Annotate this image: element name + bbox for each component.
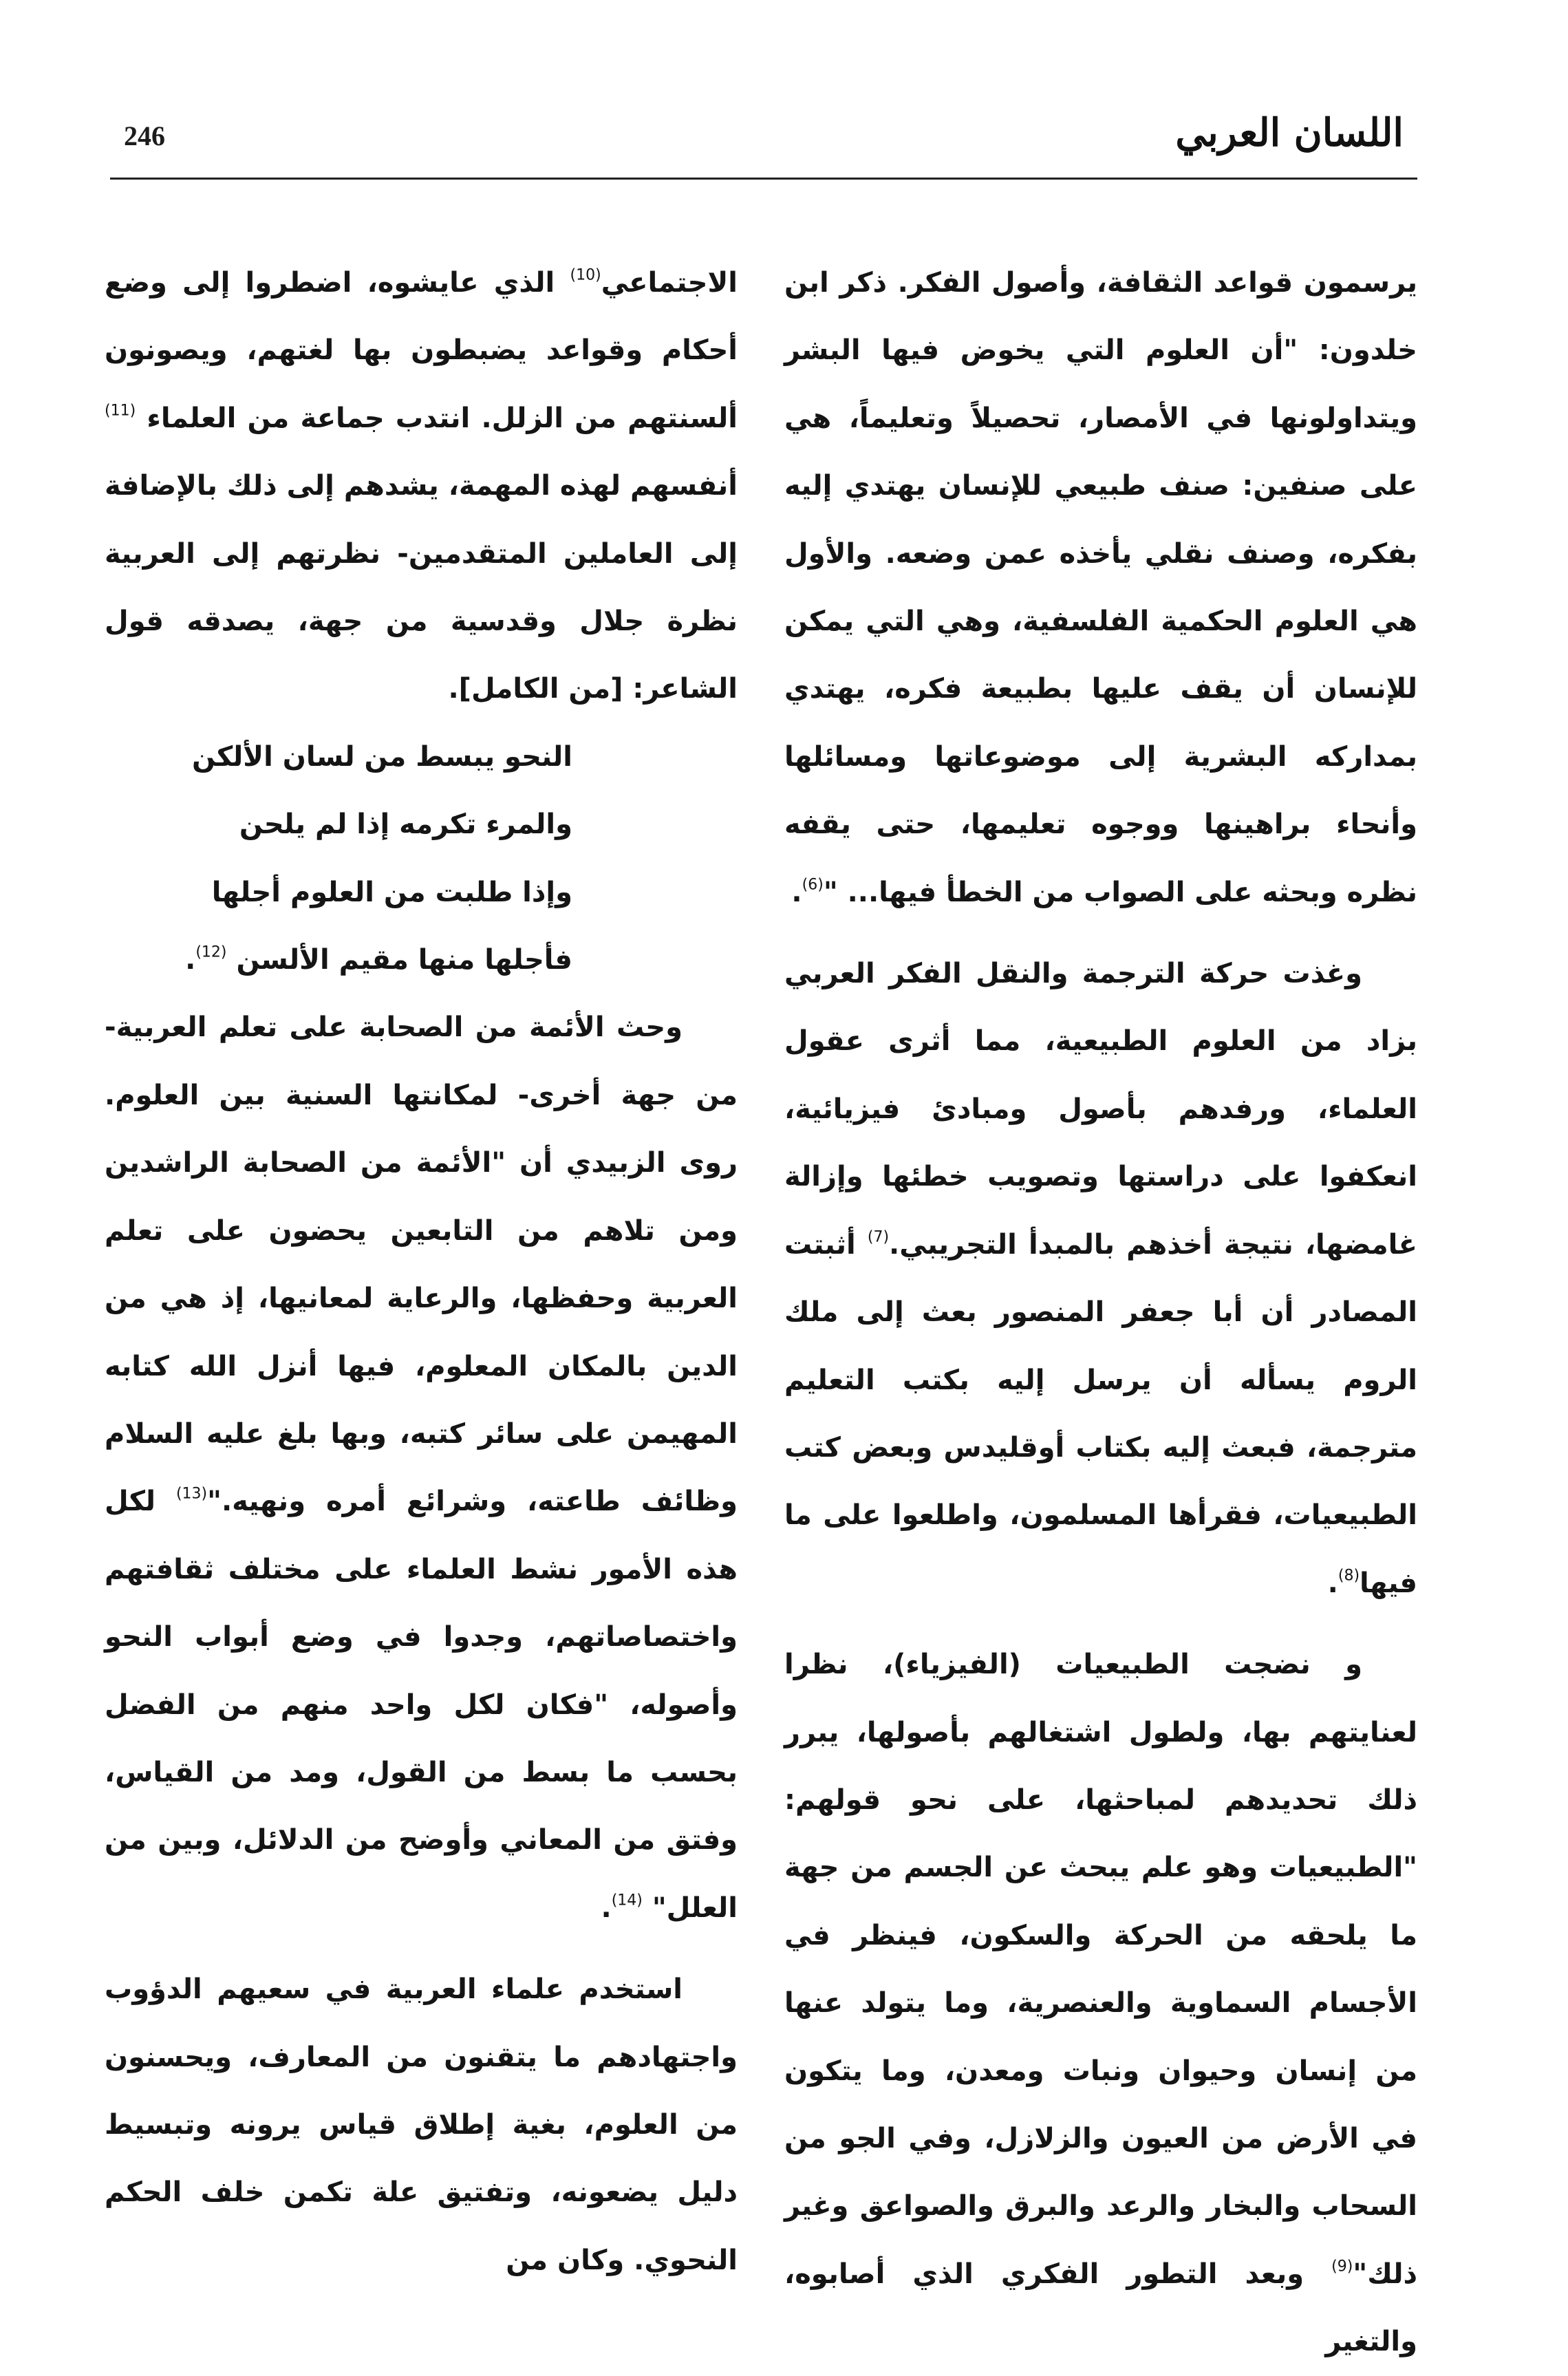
right-column — [784, 249, 1417, 2376]
left-column — [105, 249, 738, 2294]
paragraph: وغذت حركة الترجمة والنقل الفكر العربي بزاد من العلوم الطبيعية، مما أثرى عقول العلماء، ورفدهم بأصول ومبادئ فيزيائية، انعكفوا على دراستها وتصويب خطئها وإزالة غامضها، نتيجة أخذهم بالمبدأ التجريبي.$^{(7)}$ أثبتت المصادر أن أبا جعفر المنصور بعث إلى ملك الروم يسأله أن يرسل إليه بكتب التعليم مترجمة، فبعث إليه بكتاب أوقليدس وبعض كتب الطبيعيات، فقرأها المسلمون، واطلعوا على ما فيها$^{(8)}$. — [784, 958, 1417, 1599]
footnote-ref: (12) — [195, 943, 227, 961]
footnote-ref: (10) — [570, 266, 601, 284]
paragraph-text: وحث الأئمة من الصحابة على تعلم العربية- من جهة أخرى- لمكانتها السنية بين العلوم. روى الزبيدي أن "الأئمة من الصحابة الراشدين ومن تلاهم من التابعين يحضون على تعلم العربية وحفظها، والرعاية لمعانيها، إذ هي من الدين بالمكان المعلوم، فيها أنزل الله كتابه المهيمن على سائر كتبه، وبها بلغ عليه السلام وظائف طاعته، وشرائع أمره ونهيه." — [105, 1012, 738, 1518]
paragraph: يرسمون قواعد الثقافة، وأصول الفكر. ذكر ابن خلدون: "أن العلوم التي يخوض فيها البشر ويتداولونها في الأمصار، تحصيلاً وتعليماً، هي على صنفين: صنف طبيعي للإنسان يهتدي إليه بفكره، وصنف نقلي يأخذه عمن وضعه. والأول هي العلوم الحكمية الفلسفية، وهي التي يمكن للإنسان أن يقف عليها بطبيعة فكره، يهتدي بمداركه البشرية إلى موضوعاتها ومسائلها وأنحاء براهينها ووجوه تعليمها، حتى يقفه نظره وبحثه على الصواب من الخطأ فيها... "$^{(6)}$. — [784, 267, 1417, 908]
verse-line: وإذا طلبت من العلوم أجلها — [211, 876, 572, 908]
paragraph-text: استخدم علماء العربية في سعيهم الدؤوب واجتهادهم ما يتقنون من المعارف، ويحسنون من العلوم، بغية إطلاق قياس يرونه وتبسيط دليل يضعونه، وتفتيق علة تكمن خلف الحكم النحوي. وكان من — [105, 1973, 738, 2276]
footnote-ref: (9) — [1331, 2258, 1353, 2276]
verse-line: النحو يبسط من لسان الألكن — [192, 740, 572, 773]
paragraph-text: وغذت حركة الترجمة والنقل الفكر العربي بزاد من العلوم الطبيعية، مما أثرى عقول العلماء، ورفدهم بأصول ومبادئ فيزيائية، انعكفوا على دراستها وتصويب خطئها وإزالة غامضها، نتيجة أخذهم بالمبدأ التجريبي. — [784, 958, 1417, 1261]
paragraph-text: وبعد التطور الفكري الذي أصابوه، والتغير — [784, 2258, 1417, 2358]
header-rule — [110, 178, 1417, 180]
paragraph-text: الاجتماعي — [601, 267, 738, 299]
paragraph-text: يرسمون قواعد الثقافة، وأصول الفكر. ذكر ابن خلدون: "أن العلوم التي يخوض فيها البشر ويتداولونها في الأمصار، تحصيلاً وتعليماً، هي على صنفين: صنف طبيعي للإنسان يهتدي إليه بفكره، وصنف نقلي يأخذه عمن وضعه. والأول هي العلوم الحكمية الفلسفية، وهي التي يمكن للإنسان أن يقف عليها بطبيعة فكره، يهتدي بمداركه البشرية إلى موضوعاتها ومسائلها وأنحاء براهينها ووجوه تعليمها، حتى يقفه نظره وبحثه على الصواب من الخطأ فيها... " — [784, 267, 1417, 908]
footnote-ref: (6) — [802, 876, 824, 894]
footnote-ref: (14) — [611, 1892, 643, 1909]
verse-text: فأجلها منها مقيم الألسن — [236, 944, 572, 976]
journal-title: اللسان العربي — [1175, 110, 1404, 156]
paragraph: وحث الأئمة من الصحابة على تعلم العربية- من جهة أخرى- لمكانتها السنية بين العلوم. روى الزبيدي أن "الأئمة من الصحابة الراشدين ومن تلاهم من التابعين يحضون على تعلم العربية وحفظها، والرعاية لمعانيها، إذ هي من الدين بالمكان المعلوم، فيها أنزل الله كتابه المهيمن على سائر كتبه، وبها بلغ عليه السلام وظائف طاعته، وشرائع أمره ونهيه."$^{(13)}$ لكل هذه الأمور نشط العلماء على مختلف ثقافتهم واختصاصاتهم، وجدوا في وضع أبواب النحو وأصوله، "فكان لكل واحد منهم من الفضل بحسب ما بسط من القول، ومد من القياس، وفتق من المعاني وأوضح من الدلائل، وبين من العلل" $^{(14)}$. — [105, 1012, 738, 1924]
paragraph-text: لكل هذه الأمور نشط العلماء على مختلف ثقافتهم واختصاصاتهم، وجدوا في وضع أبواب النحو وأصوله، "فكان لكل واحد منهم من الفضل بحسب ما بسط من القول، ومد من القياس، وفتق من المعاني وأوضح من الدلائل، وبين من العلل" — [105, 1486, 738, 1924]
paragraph-text: أثبتت المصادر أن أبا جعفر المنصور بعث إلى ملك الروم يسأله أن يرسل إليه بكتب التعليم مترجمة، فبعث إليه بكتاب أوقليدس وبعض كتب الطبيعيات، فقرأها المسلمون، واطلعوا على ما فيها — [784, 1228, 1417, 1599]
paragraph — [784, 1631, 1417, 2375]
footnote-ref: (11) — [105, 402, 136, 420]
footnote-ref: (8) — [1338, 1567, 1360, 1585]
page-number: 246 — [124, 120, 165, 151]
verse-line: والمرء تكرمه إذا لم يلحن — [239, 809, 572, 841]
page-header — [110, 103, 1417, 186]
footnote-ref: (7) — [867, 1228, 890, 1246]
verse-line: فأجلها منها مقيم الألسن $^{(12)}$. — [185, 943, 572, 976]
paragraph-text: و نضجت الطبيعيات (الفيزياء)، نظرا لعنايتهم بها، ولطول اشتغالهم بأصولها، يبرر ذلك تحديدهم لمباحثها، على نحو قولهم: "الطبيعيات وهو علم يبحث عن الجسم من جهة ما يلحقه من الحركة والسكون، فينظر في الأجسام السماوية والعنصرية، وما يتولد عنها من إنسان وحيوان ونبات ومعدن، وما يتكون في الأرض من العيون والزلازل، وفي الجو من السحاب والبخار والرعد والبرق والصواعق وغير ذلك" — [784, 1649, 1417, 2290]
paragraph-text: أنفسهم لهذه المهمة، يشدهم إلى ذلك بالإضافة إلى العاملين المتقدمين- نظرتهم إلى العربية نظرة جلال وقدسية من جهة، يصدقه قول الشاعر: [من الكامل]. — [105, 470, 738, 705]
paragraph — [105, 1956, 738, 2294]
footnote-ref: (13) — [175, 1485, 208, 1503]
paragraph-text: الذي عايشوه، اضطروا إلى وضع أحكام وقواعد يضبطون بها لغتهم، ويصونون ألسنتهم من الزلل. انتدب جماعة من العلماء — [105, 267, 738, 434]
paragraph — [105, 249, 738, 723]
